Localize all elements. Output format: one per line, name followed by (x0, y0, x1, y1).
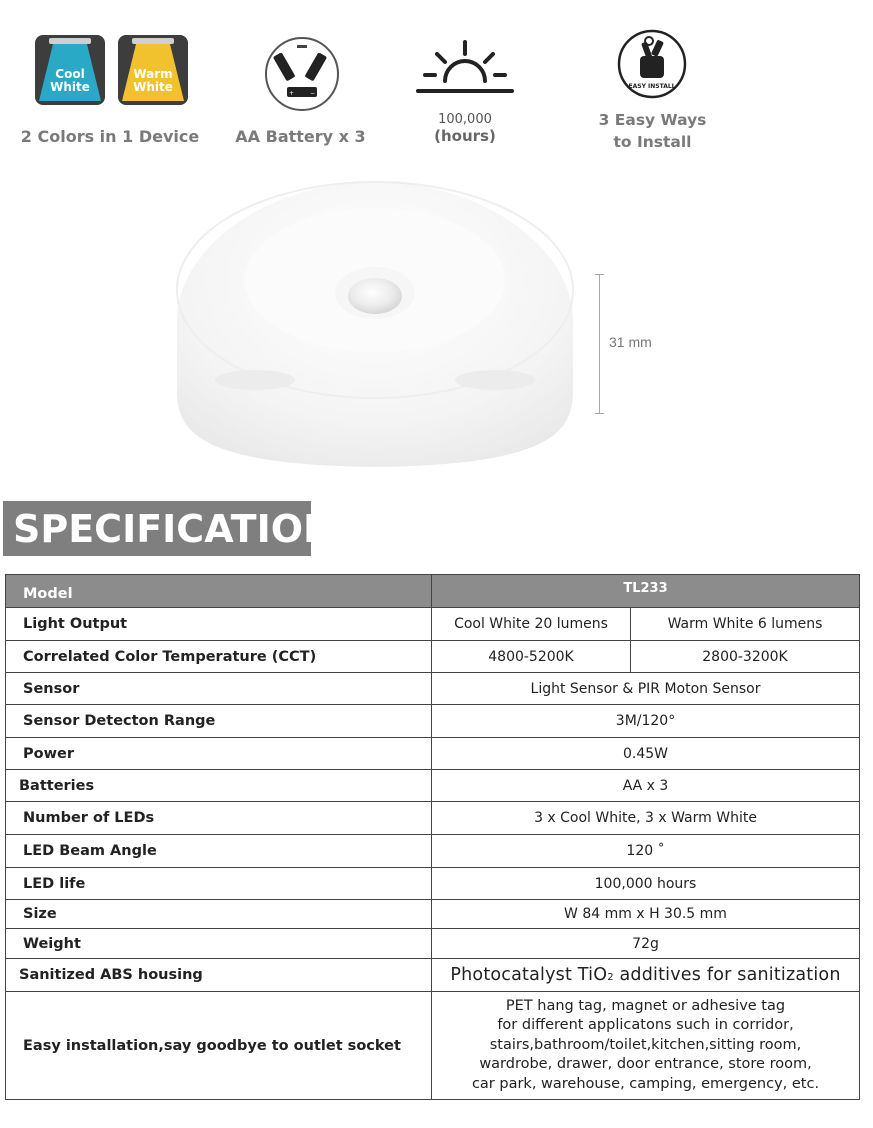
row-label: Number of LEDs (6, 802, 432, 835)
warm-label-1: Warm (133, 67, 173, 81)
life-number: 100,000 (438, 112, 492, 127)
table-row (6, 802, 860, 835)
row-label: Weight (6, 929, 432, 959)
install-line-1: 3 Easy Ways (598, 111, 707, 129)
install-desc-line: for different applicatons such in corridor, (497, 1017, 794, 1034)
install-desc-line: car park, warehouse, camping, emergency, etc. (471, 1075, 820, 1092)
row-label: Light Output (6, 608, 432, 641)
row-label: Easy installation,say goodbye to outlet socket (6, 992, 432, 1100)
easy-install-hand-icon (616, 28, 688, 105)
dimension-tick-bottom (595, 413, 604, 414)
feature-caption (590, 109, 715, 153)
table-row (6, 641, 860, 673)
row-value (432, 959, 860, 992)
height-dimension-label: 31 mm (609, 334, 652, 350)
sanitize-text-pre: Photocatalyst TiO (450, 965, 608, 985)
spec-table (5, 574, 860, 1100)
feature-easy-install (590, 28, 715, 158)
table-row (6, 929, 860, 959)
life-unit: (hours) (434, 127, 496, 145)
cool-white-lamp-icon (35, 35, 105, 105)
row-value: Cool White 20 lumens (432, 608, 631, 641)
sanitize-text-post: additives for sanitization (613, 965, 841, 985)
warm-label-2: White (133, 80, 173, 94)
height-dimension-line (599, 274, 600, 414)
install-desc-line: wardrobe, drawer, door entrance, store room, (479, 1056, 812, 1073)
row-value: 100,000 hours (432, 868, 860, 900)
feature-battery (228, 35, 373, 155)
row-value: Light Sensor & PIR Moton Sensor (432, 673, 860, 705)
table-row (6, 992, 860, 1100)
table-row (6, 705, 860, 738)
warm-white-lamp-icon (118, 35, 188, 105)
row-value: AA x 3 (432, 770, 860, 802)
row-value: 0.45W (432, 738, 860, 770)
easy-install-badge-text: EASY INSTALL (628, 83, 676, 90)
model-value: TL233 (432, 575, 860, 608)
svg-text:−: − (310, 90, 316, 97)
battery-triangle-icon (263, 35, 341, 118)
product-image (175, 180, 575, 470)
cool-label-1: Cool (55, 67, 85, 81)
row-label: Sanitized ABS housing (6, 959, 432, 992)
row-value: W 84 mm x H 30.5 mm (432, 900, 860, 929)
feature-caption (405, 111, 525, 146)
install-line-2: to Install (613, 133, 692, 151)
table-row (6, 868, 860, 900)
row-label: Size (6, 900, 432, 929)
table-row (6, 835, 860, 868)
row-value: 72g (432, 929, 860, 959)
feature-led-life (405, 35, 525, 155)
table-row (6, 673, 860, 705)
row-label: Sensor Detecton Range (6, 705, 432, 738)
table-row (6, 959, 860, 992)
cool-label-2: White (50, 80, 90, 94)
row-label: Batteries (6, 770, 432, 802)
row-label: Correlated Color Temperature (CCT) (6, 641, 432, 673)
install-desc-line: PET hang tag, magnet or adhesive tag (505, 997, 786, 1014)
row-value (432, 992, 860, 1100)
svg-text:+: + (289, 90, 295, 97)
specification-heading: SPECIFICATION (3, 501, 311, 556)
dimension-tick-top (595, 274, 604, 275)
feature-caption: AA Battery x 3 (235, 127, 366, 146)
feature-two-colors (20, 35, 200, 155)
row-label: LED Beam Angle (6, 835, 432, 868)
row-value: Warm White 6 lumens (631, 608, 860, 641)
feature-caption: 2 Colors in 1 Device (20, 127, 200, 146)
row-value: 120 ˚ (432, 835, 860, 868)
row-value: 2800-3200K (631, 641, 860, 673)
table-row (6, 738, 860, 770)
table-row (6, 900, 860, 929)
sunrise-icon (415, 39, 515, 102)
row-label: Power (6, 738, 432, 770)
table-row (6, 575, 860, 608)
install-desc-line: stairs,bathroom/toilet,kitchen,sitting room, (489, 1036, 802, 1053)
row-value: 3 x Cool White, 3 x Warm White (432, 802, 860, 835)
row-value: 4800-5200K (432, 641, 631, 673)
table-row (6, 770, 860, 802)
sanitize-subscript: 2 (607, 972, 614, 983)
row-label: Sensor (6, 673, 432, 705)
table-row (6, 608, 860, 641)
row-value: 3M/120° (432, 705, 860, 738)
model-label: Model (6, 575, 432, 608)
row-label: LED life (6, 868, 432, 900)
